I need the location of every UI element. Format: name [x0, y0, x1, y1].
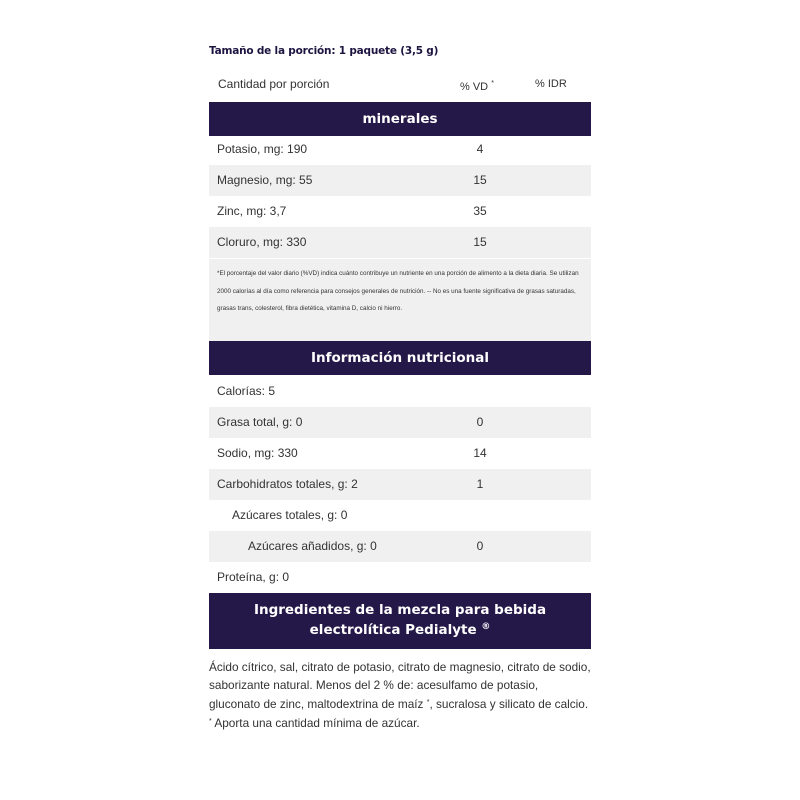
nutrient-label: Grasa total, g: 0	[217, 415, 303, 429]
mineral-dv: 35	[473, 204, 487, 218]
mineral-label: Cloruro, mg: 330	[217, 235, 307, 249]
nutrient-dv: 0	[476, 539, 484, 553]
ingredients-text: Ácido cítrico, sal, citrato de potasio, citrato de magnesio, citrato de sodio, saborizante natural. Menos del 2 % de: acesulfamo de potasio, gluconato de zinc, maltodextrina de maíz *, sucralosa y silicato de calcio.	[209, 660, 591, 711]
mineral-label: Zinc, mg: 3,7	[217, 204, 287, 218]
nutrient-row	[209, 500, 591, 531]
registered-mark: ®	[481, 622, 491, 632]
mineral-row	[209, 134, 591, 165]
minerals-section-title: minerales	[209, 102, 591, 136]
ingredient-mark: *	[426, 699, 430, 706]
mineral-row	[209, 196, 591, 227]
nutrient-label: Proteína, g: 0	[217, 570, 290, 584]
nutrient-row	[209, 531, 591, 562]
nutrient-row	[209, 469, 591, 500]
amount-per-serving-header: Cantidad por porción	[218, 77, 330, 91]
nutrient-label: Azúcares añadidos, g: 0	[248, 539, 377, 553]
mineral-dv: 4	[476, 142, 484, 156]
serving-size: Tamaño de la porción: 1 paquete (3,5 g)	[209, 45, 439, 57]
nutrient-label: Azúcares totales, g: 0	[232, 508, 348, 522]
ingredients-section-title	[209, 593, 591, 649]
ingredients-title-line1: Ingredientes de la mezcla para bebida	[253, 602, 547, 618]
nutrient-row	[209, 562, 591, 593]
mineral-row	[209, 227, 591, 258]
mineral-dv: 15	[473, 173, 487, 187]
nutrient-dv: 14	[473, 446, 487, 460]
nutrition-section-title: Información nutricional	[209, 341, 591, 375]
nutrient-label: Carbohidratos totales, g: 2	[217, 477, 358, 491]
daily-value-mark: *	[491, 80, 494, 87]
ingredients-title-line2: electrolítica Pedialyte ®	[309, 622, 491, 638]
nutrient-row	[209, 376, 591, 407]
ingredients-list	[209, 658, 591, 732]
daily-value-footnote: *El porcentaje del valor diario (%VD) indica cuánto contribuye un nutriente en una porción de alimento a la dieta diaria. Se utilizan 2000 calorías al día como referencia para consejos generales de nutrición. -- No es una fuente significativa de grasas saturadas, grasas trans, colesterol, fibra dietética, vitamina D, calcio ni hierro.	[209, 259, 591, 341]
mineral-label: Potasio, mg: 190	[217, 142, 308, 156]
mineral-dv: 15	[473, 235, 487, 249]
nutrient-label: Calorías: 5	[217, 384, 276, 398]
nutrient-label: Sodio, mg: 330	[217, 446, 298, 460]
mineral-label: Magnesio, mg: 55	[217, 173, 313, 187]
column-headers	[209, 69, 591, 99]
nutrient-dv: 1	[476, 477, 484, 491]
idr-header: % IDR	[535, 78, 567, 90]
nutrient-dv: 0	[476, 415, 484, 429]
sugar-note: * Aporta una cantidad mínima de azúcar.	[209, 716, 420, 730]
daily-value-header: % VD *	[460, 80, 494, 93]
sugar-note-mark: *	[209, 718, 212, 725]
nutrient-row	[209, 438, 591, 469]
mineral-row	[209, 165, 591, 196]
nutrient-row	[209, 407, 591, 438]
